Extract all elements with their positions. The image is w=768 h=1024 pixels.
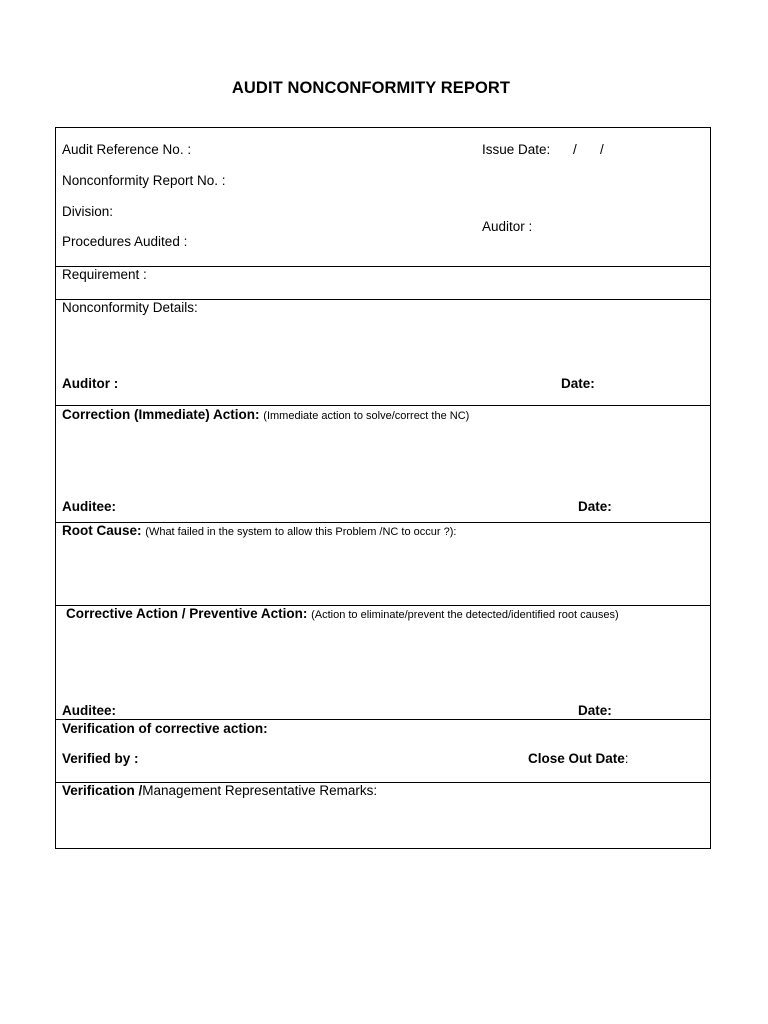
nonconformity-details-label: Nonconformity Details:: [62, 300, 198, 315]
remarks-heading: [62, 783, 377, 799]
issue-date-separator: /: [600, 142, 604, 157]
close-out-date-colon: :: [624, 751, 629, 766]
remarks-label: Management Representative Remarks:: [142, 783, 378, 798]
issue-date-label: Issue Date:: [482, 142, 551, 157]
procedures-audited-label: Procedures Audited :: [62, 234, 188, 249]
corrective-action-heading: [66, 606, 619, 623]
correction-action-hint: (Immediate action to solve/correct the NC): [263, 410, 470, 422]
corrective-action-label: Corrective Action / Preventive Action:: [66, 606, 308, 621]
issue-date-separator: /: [573, 142, 577, 157]
correction-auditee-label: Auditee:: [62, 499, 116, 514]
corrective-auditee-label: Auditee:: [62, 703, 116, 718]
section-divider: [56, 405, 710, 406]
close-out-date-field: [528, 751, 629, 767]
report-title: AUDIT NONCONFORMITY REPORT: [231, 79, 511, 97]
ncr-number-label: Nonconformity Report No. :: [62, 173, 226, 188]
close-out-date-label: Close Out Date: [528, 751, 625, 766]
nonconformity-form: [55, 127, 711, 849]
auditor-label: Auditor :: [482, 219, 533, 234]
root-cause-label: Root Cause:: [62, 523, 142, 538]
nc-date-label: Date:: [561, 376, 595, 391]
remarks-label-bold: Verification /: [62, 783, 143, 798]
division-label: Division:: [62, 204, 114, 219]
nc-auditor-label: Auditor :: [62, 376, 119, 391]
corrective-action-hint: (Action to eliminate/prevent the detected/identified root causes): [311, 609, 619, 621]
requirement-label: Requirement :: [62, 267, 147, 282]
corrective-date-label: Date:: [578, 703, 612, 718]
section-divider: [56, 719, 710, 720]
correction-action-heading: [62, 407, 469, 424]
verification-label: Verification of corrective action:: [62, 721, 268, 736]
root-cause-heading: [62, 523, 456, 540]
section-divider: [56, 266, 710, 267]
root-cause-hint: (What failed in the system to allow this Problem /NC to occur ?):: [145, 526, 457, 538]
correction-action-label: Correction (Immediate) Action:: [62, 407, 260, 422]
correction-date-label: Date:: [578, 499, 612, 514]
audit-reference-label: Audit Reference No. :: [62, 142, 192, 157]
verified-by-label: Verified by :: [62, 751, 139, 766]
